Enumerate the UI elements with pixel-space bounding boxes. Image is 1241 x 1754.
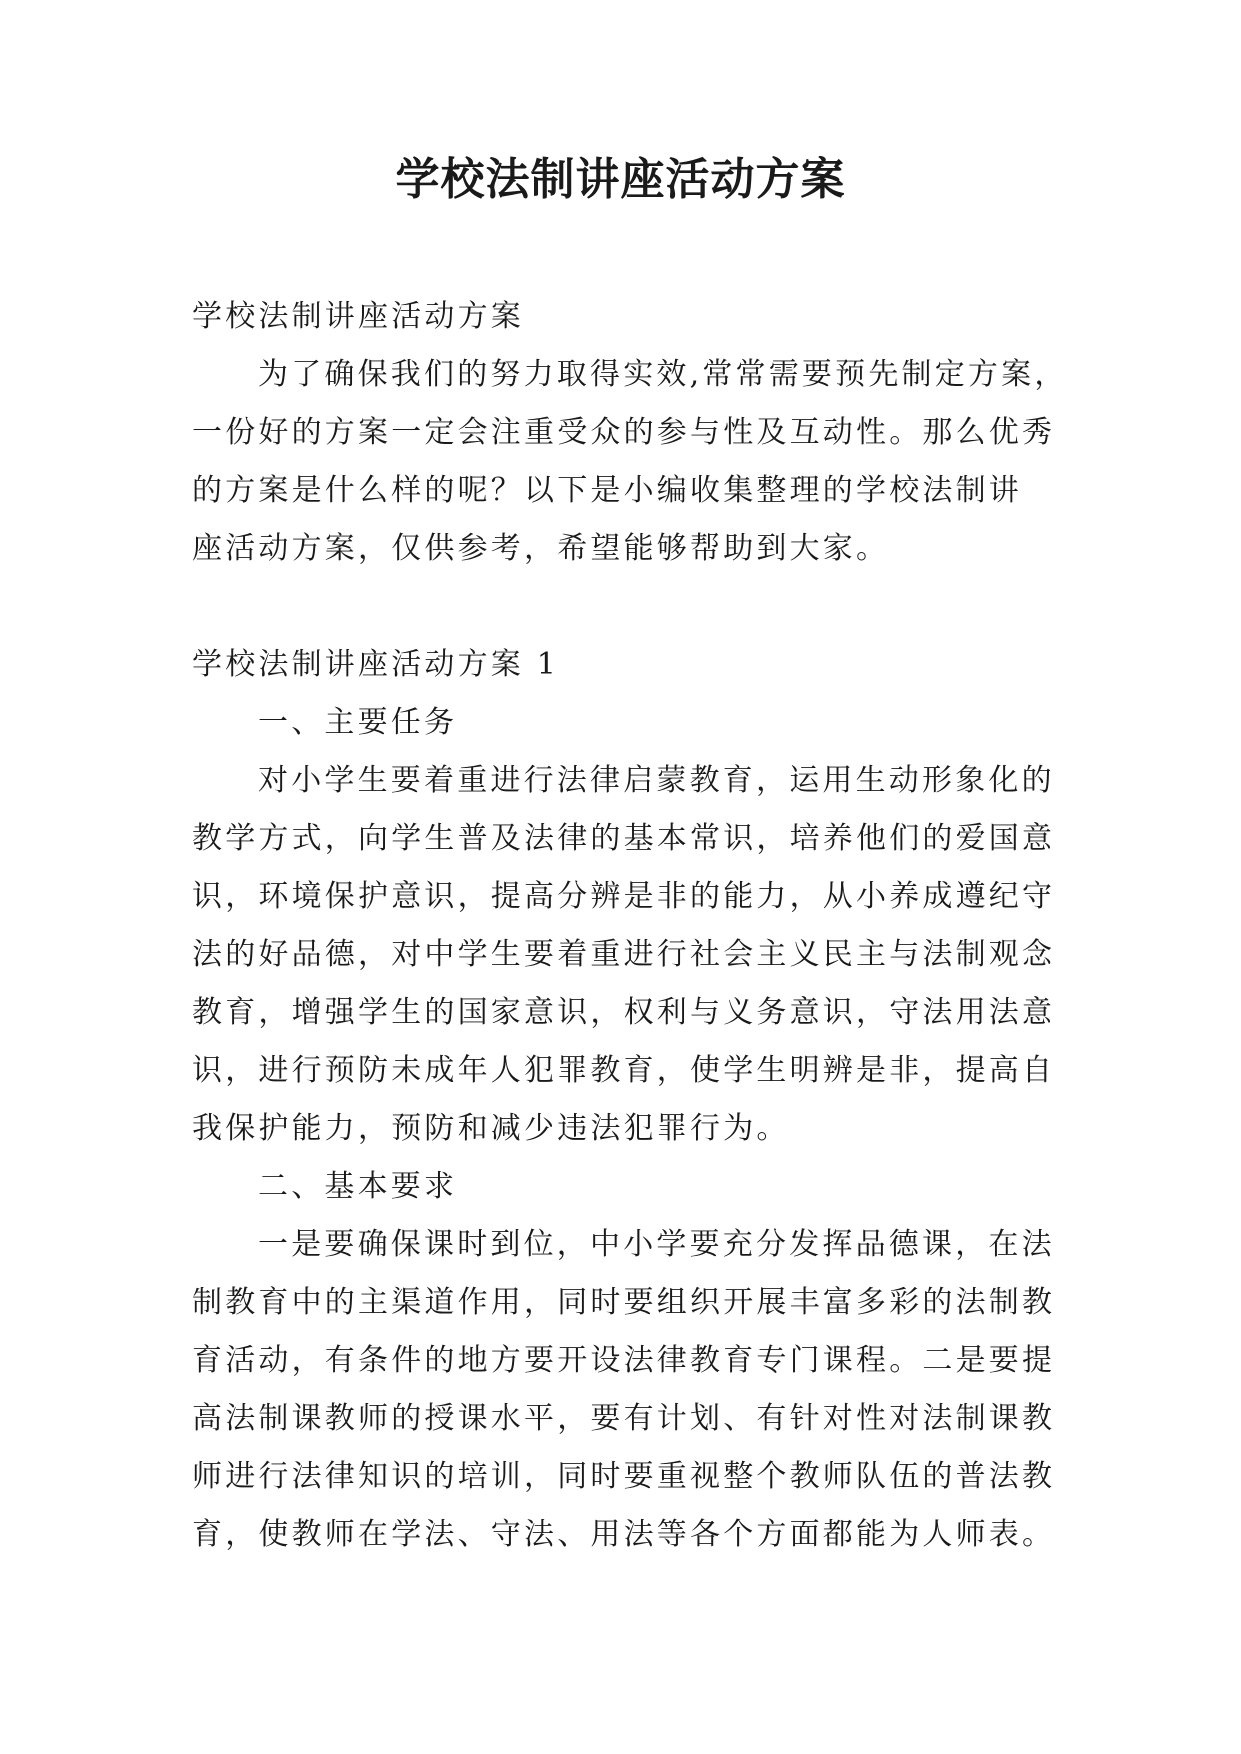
item1-paragraph <box>192 752 1064 1158</box>
item2-line: 一是要确保课时到位，中小学要充分发挥品德课，在法 <box>258 1227 1055 1262</box>
item2-paragraph <box>192 1216 1064 1564</box>
intro-line: 一份好的方案一定会注重受众的参与性及互动性。那么优秀 <box>192 415 1056 450</box>
intro-paragraph <box>192 346 1068 578</box>
section-title: 学校法制讲座活动方案 1 <box>192 647 560 682</box>
intro-line: 为了确保我们的努力取得实效,常常需要预先制定方案， <box>258 357 1068 392</box>
item1-line: 对小学生要着重进行法律启蒙教育，运用生动形象化的 <box>258 763 1055 798</box>
item1-line: 教学方式，向学生普及法律的基本常识，培养他们的爱国意 <box>192 821 1056 856</box>
item1-line: 识，进行预防未成年人犯罪教育，使学生明辨是非，提高自 <box>192 1053 1056 1088</box>
document-subtitle: 学校法制讲座活动方案 <box>192 299 524 334</box>
item2-heading: 二、基本要求 <box>258 1169 458 1204</box>
document-body <box>192 288 1068 1564</box>
document-title: 学校法制讲座活动方案 <box>395 154 846 205</box>
item1-line: 教育，增强学生的国家意识，权利与义务意识，守法用法意 <box>192 995 1056 1030</box>
item1-line: 我保护能力，预防和减少违法犯罪行为。 <box>192 1111 790 1146</box>
item1-line: 法的好品德，对中学生要着重进行社会主义民主与法制观念 <box>192 937 1056 972</box>
paragraph-spacer <box>192 578 1064 636</box>
item2-line: 师进行法律知识的培训，同时要重视整个教师队伍的普法教 <box>192 1459 1056 1494</box>
item1-line: 识，环境保护意识，提高分辨是非的能力，从小养成遵纪守 <box>192 879 1056 914</box>
item2-line: 制教育中的主渠道作用，同时要组织开展丰富多彩的法制教 <box>192 1285 1056 1320</box>
intro-line: 座活动方案，仅供参考，希望能够帮助到大家。 <box>192 531 890 566</box>
item2-line: 高法制课教师的授课水平，要有计划、有针对性对法制课教 <box>192 1401 1056 1436</box>
item2-line: 育，使教师在学法、守法、用法等各个方面都能为人师表。 <box>192 1517 1056 1552</box>
item1-heading: 一、主要任务 <box>258 705 458 740</box>
item2-line: 育活动，有条件的地方要开设法律教育专门课程。二是要提 <box>192 1343 1056 1378</box>
intro-line: 的方案是什么样的呢？以下是小编收集整理的学校法制讲 <box>192 473 1022 508</box>
